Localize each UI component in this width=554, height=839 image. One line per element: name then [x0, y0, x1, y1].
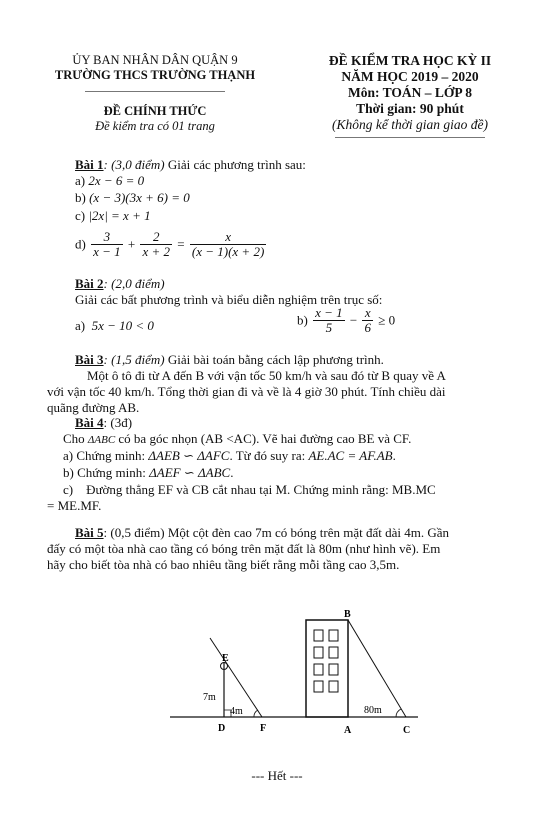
pages-note: Đề kiểm tra có 01 trang — [95, 119, 215, 133]
bai4-b-sim: ΔAEF ∽ ΔABC — [149, 465, 231, 480]
bai4-a-eq: AE.AC = AF.AB — [308, 448, 393, 463]
header-left — [30, 53, 280, 134]
bai1-a-expr: 2x − 6 = 0 — [88, 173, 145, 188]
bai5-line1: Một cột đèn cao 7m có bóng trên mặt đất dài 4m. Gần — [164, 525, 450, 540]
footer-end: --- Hết --- — [251, 768, 303, 783]
building-light-ray — [348, 620, 406, 717]
bai1-d-label: d) — [75, 236, 86, 252]
label-e: E — [222, 653, 229, 664]
bai4-heading — [75, 415, 132, 431]
bai2-a-expr: 5x − 10 < 0 — [91, 318, 154, 333]
frac1-num: 3 — [91, 230, 123, 245]
bai5-points: : (0,5 điểm) — [103, 525, 165, 540]
bai5-title: Bài 5 — [75, 525, 104, 540]
bai4-title: Bài 4 — [75, 415, 104, 430]
bai5-line2: đấy có một tòa nhà cao tầng có bóng trên mặt đất là 80m (như hình vẽ). Em — [47, 541, 441, 556]
bai5-line3: hãy cho biết tòa nhà có bao nhiêu tầng biết rằng mỗi tầng cao 3,5m. — [47, 557, 400, 572]
b-frac1-num: x − 1 — [315, 305, 343, 320]
bai2-a-label: a) — [75, 318, 86, 333]
label-4m: 4m — [230, 706, 243, 717]
bai2-item-b — [297, 306, 395, 335]
bai4-a-end: . — [392, 448, 396, 463]
bai1-d-frac3 — [190, 230, 266, 259]
bai1-item-b — [75, 190, 190, 206]
header-left-rule — [85, 91, 225, 92]
bai4-c-label: c) — [63, 482, 74, 497]
bai4-intro-pre: Cho — [63, 431, 88, 446]
bai4-c-text: Đường thẳng EF và CB cắt nhau tại M. Chứng minh rằng: MB.MC — [86, 482, 436, 497]
bai5-heading — [75, 525, 449, 541]
bai1-b-expr: (x − 3)(3x + 6) = 0 — [89, 190, 190, 205]
bai4-item-c — [63, 482, 436, 498]
bai2-heading — [75, 276, 165, 292]
bai4-a-sim: ΔAEB ∽ ΔAFC — [148, 448, 230, 463]
bai1-heading — [75, 157, 306, 173]
label-80m: 80m — [364, 705, 382, 716]
bai1-d-frac1 — [91, 230, 123, 259]
bai2-b-label: b) — [297, 312, 308, 328]
b-relation: ≥ 0 — [378, 312, 396, 328]
bai1-prompt: Giải các phương trình sau: — [164, 157, 306, 172]
bai3-line1: Một ô tô đi từ A đến B với vận tốc 50 km/h và sau đó từ B quay về A — [87, 368, 446, 383]
header-right — [290, 53, 530, 138]
bai3-points: : (1,5 điểm) — [103, 352, 165, 367]
label-a: A — [344, 725, 352, 736]
plus-sign: + — [127, 236, 136, 252]
bai4-intro-post: có ba góc nhọn (AB <AC). Vẽ hai đường cao BE và CF. — [115, 431, 412, 446]
b-frac2-den: 6 — [364, 320, 371, 335]
bai1-item-d — [75, 230, 268, 259]
building-windows — [314, 630, 338, 692]
bai4-b-pre: Chứng minh: — [77, 465, 150, 480]
minus-sign: − — [349, 312, 358, 328]
bai2-prompt: Giải các bất phương trình và biểu diễn nghiệm trên trục số: — [75, 292, 383, 307]
frac2-num: 2 — [140, 230, 172, 245]
frac1-den: x − 1 — [93, 244, 121, 259]
bai2-b-frac1 — [313, 306, 345, 335]
frac3-num: x — [190, 230, 266, 245]
b-frac1-den: 5 — [325, 320, 333, 335]
label-f: F — [260, 723, 267, 734]
bai1-c-label: c) — [75, 208, 86, 223]
bai3-heading — [75, 352, 384, 368]
bai4-item-b — [63, 465, 233, 481]
shadow-figure — [0, 600, 554, 750]
org-name: ỦY BAN NHÂN DÂN QUẬN 9 — [72, 53, 238, 67]
exam-title: ĐỀ KIỂM TRA HỌC KỲ II — [328, 53, 492, 68]
bai4-b-end: . — [230, 465, 234, 480]
frac3-den: (x − 1)(x + 2) — [191, 244, 265, 259]
building — [306, 620, 348, 717]
bai1-c-expr: |2x| = x + 1 — [88, 208, 151, 223]
bai2-points: : (2,0 điểm) — [103, 276, 165, 291]
b-frac2-num: x — [362, 306, 373, 321]
header-right-rule — [335, 137, 485, 138]
bai4-a-label: a) — [63, 448, 74, 463]
bai3-title: Bài 3 — [75, 352, 104, 367]
bai1-a-label: a) — [75, 173, 86, 188]
angle-arc-f — [254, 710, 258, 717]
bai4-a-pre: Chứng minh: — [76, 448, 149, 463]
school-year: NĂM HỌC 2019 – 2020 — [341, 69, 479, 84]
bai4-points: : (3đ) — [103, 415, 133, 430]
bai2-b-frac2 — [362, 306, 373, 335]
bai1-points: : (3,0 điểm) — [103, 157, 165, 172]
bai2-title: Bài 2 — [75, 276, 104, 291]
label-d: D — [218, 723, 226, 734]
bai1-item-a — [75, 173, 144, 189]
official-label: ĐỀ CHÍNH THỨC — [103, 104, 207, 118]
bai2-item-a — [75, 318, 154, 334]
bai1-title: Bài 1 — [75, 157, 104, 172]
frac2-den: x + 2 — [142, 244, 171, 259]
angle-arc-c — [396, 709, 401, 717]
bai1-d-frac2 — [140, 230, 172, 259]
label-b: B — [344, 609, 351, 620]
bai3-line2: với vận tốc 40 km/h. Tổng thời gian đi và về là 4 giờ 30 phút. Tính chiều dài — [47, 384, 446, 399]
bai4-triangle: ΔABC — [87, 434, 116, 446]
bai1-b-label: b) — [75, 190, 86, 205]
bai4-b-label: b) — [63, 465, 74, 480]
label-7m: 7m — [203, 692, 216, 703]
equals-sign: = — [177, 236, 185, 252]
subject: Môn: TOÁN – LỚP 8 — [347, 85, 473, 100]
bai1-item-c — [75, 208, 151, 224]
bai3-prompt: Giải bài toán bằng cách lập phương trình. — [164, 352, 384, 367]
bai4-c-text2: = ME.MF. — [47, 498, 102, 513]
bai4-item-a — [63, 448, 396, 464]
label-c: C — [403, 725, 411, 736]
bai4-intro — [63, 431, 411, 448]
bai3-line3: quãng đường AB. — [47, 400, 140, 415]
exam-time: Thời gian: 90 phút — [356, 101, 464, 116]
school-name: TRƯỜNG THCS TRƯỜNG THẠNH — [54, 68, 256, 82]
bai4-a-mid: . Từ đó suy ra: — [229, 448, 309, 463]
time-note: (Không kể thời gian giao đề) — [331, 117, 489, 132]
